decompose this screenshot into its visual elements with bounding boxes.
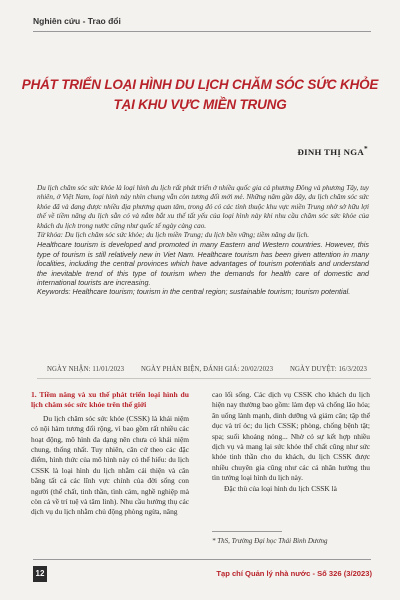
body-column-right bbox=[212, 390, 370, 494]
body-paragraph: Du lịch chăm sóc sức khỏe (CSSK) là khái niệm có nội hàm tương đối rộng, vì bao gồm rất nhiều các hoạt động, mô hình đa dạng nên chưa có khái niệm chung, thống nhất. Tuy nhiên, căn cứ theo các đặc điểm, hình thức của mô hình này có thể hiểu: du lịch CSSK là loại hình du lịch nhằm cải thiện và cân bằng tất cả các lĩnh vực chính của đời sống con người (thể chất, tinh thần, tình cảm, nghề nghiệp mà còn cả về trí tuệ và tâm linh). Nhu cầu hướng thụ các dịch vụ du lịch nhằm chủ động phòng ngừa, nâng bbox=[31, 413, 189, 517]
author-name-text: ĐINH THỊ NGA bbox=[297, 146, 365, 157]
date-approved: NGÀY DUYỆT: 16/3/2023 bbox=[289, 366, 367, 373]
keywords-vietnamese: Từ khóa: Du lịch chăm sóc sức khỏe; du lịch miền Trung; du lịch bền vững; tiềm năng du lịch. bbox=[37, 231, 310, 240]
body-paragraph: Đặc thù của loại hình du lịch CSSK là bbox=[224, 483, 337, 493]
body-paragraph: cao lối sống. Các dịch vụ CSSK cho khách du lịch hiện nay thường bao gồm: làm đẹp và chống lão hóa; ăn uống lành mạnh, dinh dưỡng và giảm cân; tập thể dục và trí óc; du lịch CSSK; phòng, chống bệnh tật; spa; suối khoáng nóng... Nhờ có sự kết hợp nhiều dịch vụ và mang lại sức khỏe thể chất cũng như sức khỏe tinh thần cho du khách, du lịch CSSK được nhiều chuyên gia cũng như các cá nhân hướng thu tìn tưởng loại hình du lịch này. bbox=[212, 390, 370, 483]
abstract-vietnamese: Du lịch chăm sóc sức khỏe là loại hình du lịch rất phát triển ở nhiều quốc gia cả phương Đông và phương Tây, tuy nhiên, ở Việt Nam, loại hình này nhìn chung vẫn còn tương đối mới mẻ. Những năm gần đây, du lịch chăm sóc sức khỏe đã và đang được nhiều địa phương quan tâm, trong đó có các tỉnh thuộc khu vực miền Trung nhờ sở hữu lợi thế về tiềm năng du lịch sẵn có và nắm bắt xu thế tất yếu của loại hình này khi nhu cầu chăm sóc sức khỏe của khách du lịch trong nước cũng như quốc tế ngày càng cao. bbox=[37, 184, 369, 230]
author-name bbox=[298, 144, 368, 157]
section-heading: 1. Tiềm năng và xu thế phát triển loại hình du lịch chăm sóc sức khỏe trên thế giới bbox=[31, 390, 189, 410]
section-label: Nghiên cứu - Trao đổi bbox=[33, 16, 121, 26]
article-title bbox=[20, 75, 380, 115]
footnote: * ThS, Trường Đại học Thái Bình Dương bbox=[212, 537, 328, 545]
body-column-left bbox=[31, 390, 189, 518]
page-number: 12 bbox=[33, 566, 47, 582]
date-reviewed: NGÀY PHẢN BIỆN, ĐÁNH GIÁ: 20/02/2023 bbox=[140, 366, 274, 373]
title-line-1: PHÁT TRIỂN LOẠI HÌNH DU LỊCH CHĂM SÓC SỨC KHỎE bbox=[21, 77, 379, 92]
keywords-english: Keywords: Healthcare tourism; tourism in the central region; sustainable tourism; tourism potential. bbox=[37, 287, 351, 297]
abstract bbox=[37, 184, 369, 297]
header-divider bbox=[33, 31, 371, 32]
title-line-2: TẠI KHU VỰC MIỀN TRUNG bbox=[113, 97, 287, 112]
journal-name: Tạp chí Quản lý nhà nước - Số 326 (3/2023) bbox=[216, 569, 372, 578]
author-footnote-mark: * bbox=[364, 144, 368, 153]
article-dates bbox=[47, 366, 367, 373]
date-received: NGÀY NHẬN: 11/01/2023 bbox=[47, 366, 125, 373]
dates-divider bbox=[37, 378, 371, 379]
footer-divider bbox=[33, 559, 371, 560]
abstract-english: Healthcare tourism is developed and promoted in many Eastern and Western countries. However, this type of tourism is still relatively new in Viet Nam. Healthcare tourism has been given attention in many localities, including the central provinces which have advantages of tourism potentials and understand the inevitable trend of this type of tourism when the demands for health care of domestic and international tourists are increasing. bbox=[37, 240, 369, 288]
footnote-divider bbox=[212, 531, 282, 532]
